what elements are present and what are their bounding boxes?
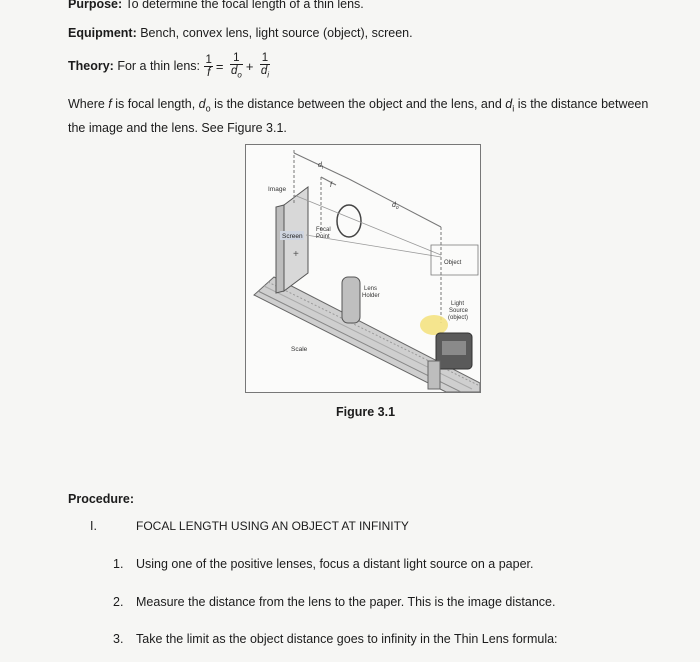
i-subscript: i bbox=[267, 70, 270, 80]
screen-label: Screen bbox=[282, 233, 303, 240]
holder-label: Holder bbox=[362, 293, 380, 299]
step-text: Using one of the positive lenses, focus a distant light source on a paper. bbox=[136, 557, 534, 571]
do-label bbox=[392, 202, 399, 211]
purpose-text: To determine the focal length of a thin lens. bbox=[122, 0, 364, 11]
light-source-stand bbox=[428, 361, 440, 389]
purpose-line bbox=[68, 0, 364, 11]
fraction-one-over-di bbox=[260, 52, 270, 81]
o-subscript: o bbox=[237, 70, 242, 80]
light-source-face bbox=[442, 341, 466, 355]
d-symbol: d bbox=[260, 65, 268, 77]
lens-label: Lens bbox=[364, 286, 378, 292]
text-segment: is the distance between the object and the lens, and bbox=[210, 97, 506, 111]
equipment-line bbox=[68, 26, 413, 40]
fraction-one-over-do bbox=[230, 52, 243, 81]
d-symbol: d bbox=[392, 202, 396, 209]
image-cross-icon: + bbox=[293, 249, 299, 260]
fraction-numerator: 1 bbox=[205, 54, 212, 67]
purpose-label: Purpose: bbox=[68, 0, 123, 11]
f-label: f bbox=[330, 182, 332, 189]
di-label bbox=[318, 162, 324, 171]
step-number: 3. bbox=[113, 632, 124, 646]
procedure-label: Procedure: bbox=[68, 492, 134, 506]
step-text: Take the limit as the object distance goes to infinity in the Thin Lens formula: bbox=[136, 632, 558, 646]
object-paren-label: (object) bbox=[448, 315, 469, 321]
object-label: Object bbox=[444, 260, 462, 266]
step-number: 2. bbox=[113, 595, 124, 609]
figure-3-1 bbox=[245, 144, 481, 393]
equipment-label: Equipment: bbox=[68, 26, 137, 40]
d-symbol: d bbox=[198, 97, 206, 111]
lens-holder bbox=[342, 277, 360, 323]
step-text: Measure the distance from the lens to the paper. This is the image distance. bbox=[136, 595, 556, 609]
section-number: I. bbox=[90, 519, 97, 533]
plus-sign: + bbox=[245, 59, 254, 75]
fraction-denominator bbox=[260, 65, 270, 81]
text-segment: is the distance between the image and the lens. See Figure 3.1. bbox=[68, 97, 649, 135]
o-subscript: o bbox=[205, 103, 211, 114]
ray-line bbox=[294, 195, 441, 255]
d-symbol: d bbox=[505, 97, 513, 111]
scale-label: Scale bbox=[291, 346, 308, 353]
section-title: FOCAL LENGTH USING AN OBJECT AT INFINITY bbox=[136, 519, 409, 533]
text-segment: is focal length, bbox=[111, 97, 199, 111]
f-symbol: f bbox=[108, 97, 112, 111]
equals-sign: = bbox=[215, 59, 224, 75]
theory-line bbox=[68, 52, 271, 81]
step-number: 1. bbox=[113, 557, 124, 571]
screen-edge bbox=[276, 205, 284, 293]
focal-label: Focal bbox=[316, 227, 331, 233]
f-dimension-line bbox=[321, 177, 336, 185]
equipment-text: Bench, convex lens, light source (object), screen. bbox=[136, 26, 413, 40]
i-subscript: i bbox=[512, 103, 515, 114]
light-label: Light bbox=[451, 301, 465, 307]
i-subscript: i bbox=[321, 165, 324, 171]
text-segment: Where bbox=[68, 97, 109, 111]
source-label: Source bbox=[449, 308, 469, 314]
image-label: Image bbox=[268, 186, 287, 193]
fraction-one-over-f bbox=[204, 54, 212, 79]
theory-label: Theory: bbox=[68, 58, 114, 73]
fraction-denominator: f bbox=[207, 67, 211, 80]
figure-caption: Figure 3.1 bbox=[336, 405, 396, 419]
optical-bench-diagram bbox=[246, 145, 480, 392]
d-symbol: d bbox=[230, 65, 238, 77]
explanation-paragraph bbox=[68, 95, 668, 138]
o-subscript: o bbox=[395, 205, 399, 211]
fraction-denominator bbox=[230, 65, 243, 81]
fraction-numerator: 1 bbox=[261, 52, 269, 64]
light-glow bbox=[420, 315, 448, 335]
theory-text: For a thin lens: bbox=[113, 58, 204, 73]
d-symbol: d bbox=[318, 162, 322, 169]
fraction-numerator: 1 bbox=[230, 52, 243, 65]
point-label: Point bbox=[316, 234, 330, 240]
